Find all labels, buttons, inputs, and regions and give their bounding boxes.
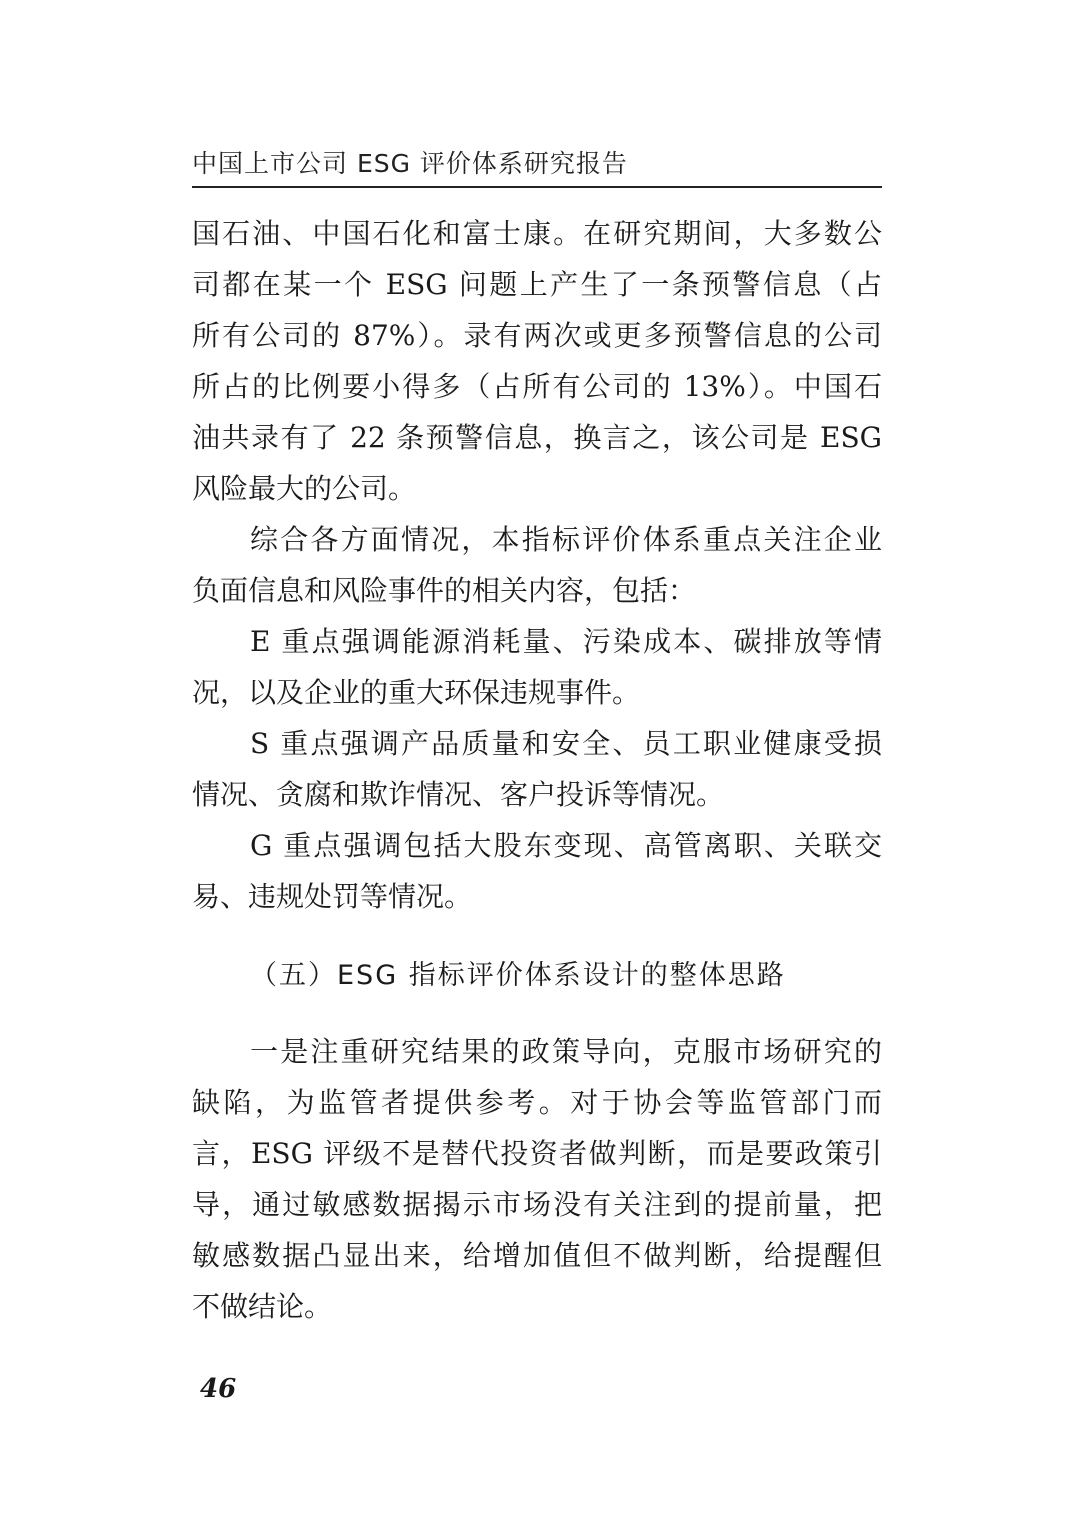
text-line: 导，通过敏感数据揭示市场没有关注到的提前量，把 [192, 1188, 882, 1221]
text-line: 风险最大的公司。 [192, 472, 417, 505]
text-line: 敏感数据凸显出来，给增加值但不做判断，给提醒但 [192, 1239, 882, 1272]
text-line: 言，ESG 评级不是替代投资者做判断，而是要政策引 [192, 1137, 882, 1170]
text-line: 缺陷，为监管者提供参考。对于协会等监管部门而 [192, 1086, 882, 1119]
text-line: 易、违规处罚等情况。 [192, 880, 473, 913]
text-line: 情况、贪腐和欺诈情况、客户投诉等情况。 [192, 778, 725, 811]
body-text-top [192, 208, 882, 922]
text-line: 综合各方面情况，本指标评价体系重点关注企业 [250, 523, 882, 556]
running-header [192, 140, 882, 188]
text-line: 油共录有了 22 条预警信息，换言之，该公司是 ESG [192, 421, 882, 454]
text-line: S 重点强调产品质量和安全、员工职业健康受损 [250, 727, 882, 760]
text-line: 国石油、中国石化和富士康。在研究期间，大多数公 [192, 217, 882, 250]
text-line: 司都在某一个 ESG 问题上产生了一条预警信息（占 [192, 268, 882, 301]
text-line: 不做结论。 [192, 1290, 333, 1323]
text-line: 一是注重研究结果的政策导向，克服市场研究的 [250, 1035, 882, 1068]
text-line: G 重点强调包括大股东变现、高管离职、关联交 [250, 829, 882, 862]
text-line: 况，以及企业的重大环保违规事件。 [192, 676, 641, 709]
text-line: 负面信息和风险事件的相关内容，包括： [192, 574, 697, 607]
text-line: 所占的比例要小得多（占所有公司的 13%）。中国石 [192, 370, 882, 403]
text-line: E 重点强调能源消耗量、污染成本、碳排放等情 [250, 625, 882, 658]
book-title: 中国上市公司 ESG 评价体系研究报告 [192, 149, 628, 178]
page-number: 46 [200, 1374, 237, 1404]
body-text-bottom [192, 1026, 882, 1332]
section-heading: （五）ESG 指标评价体系设计的整体思路 [250, 960, 786, 991]
text-line: 所有公司的 87%）。录有两次或更多预警信息的公司 [192, 319, 882, 352]
